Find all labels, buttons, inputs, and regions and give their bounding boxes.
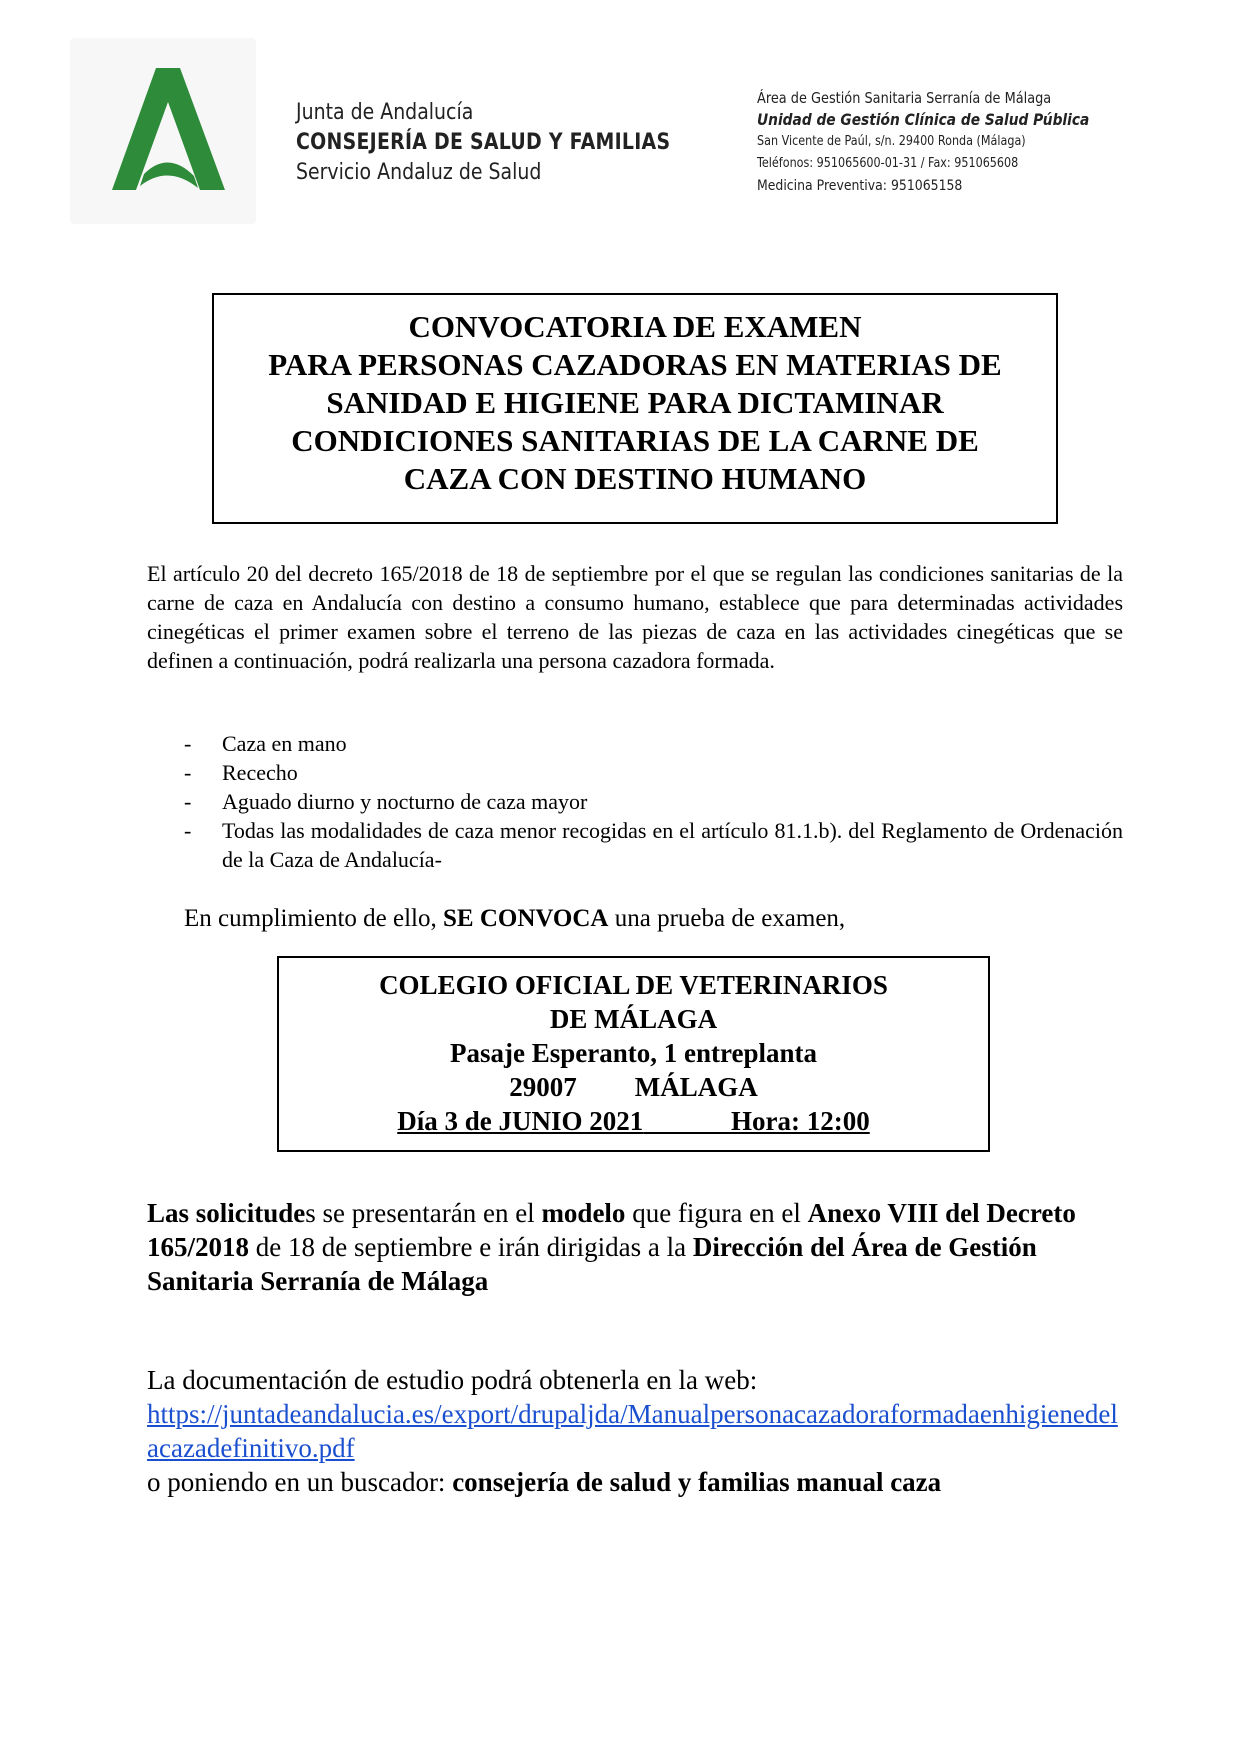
exam-venue-box — [277, 956, 990, 1152]
solic-bold: Las solicitude — [147, 1198, 306, 1228]
documentation-intro: La documentación de estudio podrá obtenerla en la web: — [147, 1365, 758, 1395]
service-name: Servicio Andaluz de Salud — [296, 160, 542, 185]
exam-time: Hora: 12:00 — [731, 1106, 870, 1136]
solic-bold: Anexo VIII del Decreto 165/2018 — [147, 1198, 1076, 1262]
solic-bold: Dirección del Área de Gestión Sanitaria Serranía de Málaga — [147, 1232, 1037, 1296]
city: MÁLAGA — [634, 1072, 758, 1102]
intro-paragraph: El artículo 20 del decreto 165/2018 de 18 de septiembre por el que se regulan las condiciones sanitarias de la carne de caza en Andalucía con destino a consumo humano, establece que para determinadas actividades cinegéticas el primer examen sobre el terreno de las piezas de caza en las actividades cinegéticas que se definen a continuación, podrá realizarla una persona cazadora formada. — [147, 561, 1123, 673]
list-item: - Todas las modalidades de caza menor recogidas en el artículo 81.1.b). del Reglamento de Ordenación de la Caza de Andalucía- — [184, 816, 1123, 874]
department-name: CONSEJERÍA DE SALUD Y FAMILIAS — [296, 130, 671, 155]
applications-paragraph — [147, 1196, 1123, 1298]
postal-code: 29007 — [509, 1072, 577, 1102]
preventive-medicine-phone: Medicina Preventiva: 951065158 — [757, 178, 963, 194]
area-name: Área de Gestión Sanitaria Serranía de Málaga — [757, 89, 1052, 107]
exam-date-time — [279, 1104, 988, 1138]
convoca-text: una prueba de examen, — [608, 905, 846, 932]
exam-date: Día 3 de JUNIO 2021 — [397, 1106, 644, 1136]
title-line: CAZA CON DESTINO HUMANO — [403, 461, 867, 496]
andalucia-a-icon — [98, 64, 228, 194]
manual-link[interactable]: https://juntadeandalucia.es/export/drupaljda/Manualpersonacazadoraformadaenhigienedelacazadefinitivo.pdf — [147, 1399, 1118, 1463]
org-name: Junta de Andalucía — [296, 100, 474, 125]
title-line: CONDICIONES SANITARIAS DE LA CARNE DE — [291, 423, 979, 458]
solic-text: que figura en el — [625, 1198, 808, 1228]
list-item: - Rececho — [184, 758, 1123, 787]
solic-text: de 18 de septiembre e irán dirigidas a la — [249, 1232, 693, 1262]
solic-text: s se presentarán en el — [305, 1198, 542, 1228]
title-line: CONVOCATORIA DE EXAMEN — [408, 309, 862, 344]
venue-name-cont: DE MÁLAGA — [549, 1004, 718, 1034]
venue-address: Pasaje Esperanto, 1 entreplanta — [450, 1038, 817, 1068]
address: San Vicente de Paúl, s/n. 29400 Ronda (Málaga) — [757, 134, 1026, 149]
search-terms: consejería de salud y familias manual caza — [452, 1467, 942, 1497]
document-title — [212, 293, 1058, 524]
search-prefix: o poniendo en un buscador: — [147, 1467, 453, 1497]
junta-andalucia-logo — [70, 38, 256, 224]
list-item: - Caza en mano — [184, 729, 1123, 758]
search-hint — [147, 1465, 1123, 1499]
phones: Teléfonos: 951065600-01-31 / Fax: 951065608 — [757, 156, 1019, 171]
organization-block — [296, 98, 670, 188]
venue-postal-line — [279, 1070, 988, 1104]
documentation-block — [147, 1363, 1123, 1499]
convoca-text: En cumplimiento de ello, — [184, 905, 443, 932]
solic-bold: modelo — [541, 1198, 626, 1228]
title-line: SANIDAD E HIGIENE PARA DICTAMINAR — [326, 385, 944, 420]
list-item: - Aguado diurno y nocturno de caza mayor — [184, 787, 1123, 816]
unit-contact-block — [757, 87, 1089, 197]
convoca-bold: SE CONVOCA — [442, 905, 609, 932]
venue-name: COLEGIO OFICIAL DE VETERINARIOS — [379, 970, 888, 1000]
convocation-statement — [184, 903, 845, 935]
title-line: PARA PERSONAS CAZADORAS EN MATERIAS DE — [268, 347, 1002, 382]
activities-list — [184, 729, 1123, 874]
unit-name: Unidad de Gestión Clínica de Salud Pública — [757, 110, 1090, 129]
